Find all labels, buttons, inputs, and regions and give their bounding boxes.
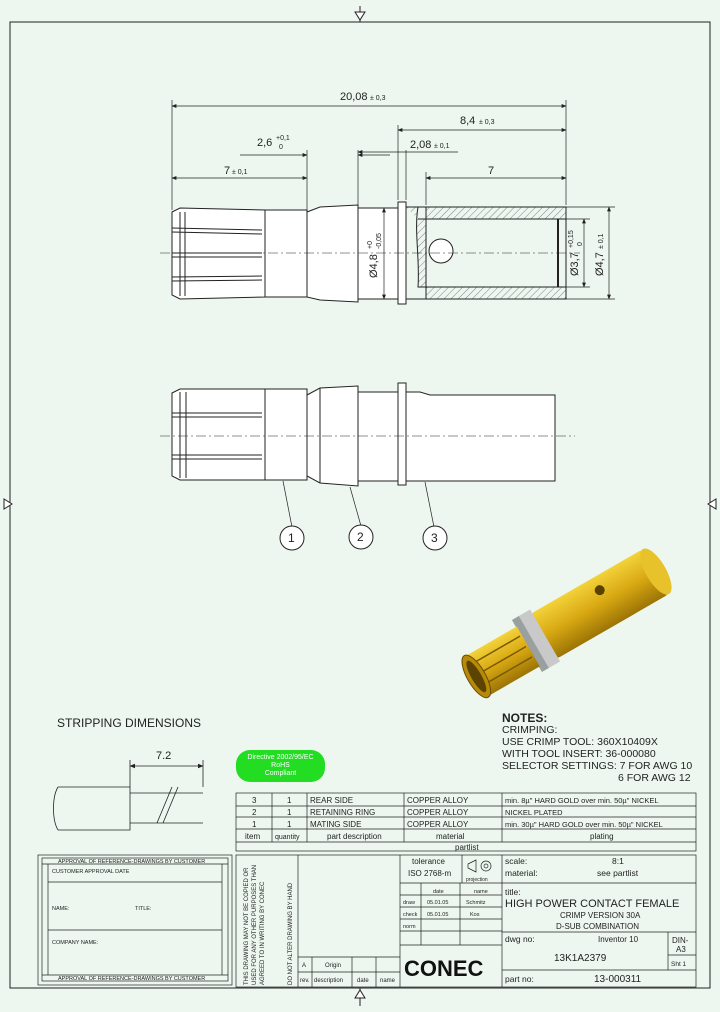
pl-header-material: material	[436, 832, 465, 841]
parts-list-text	[245, 796, 663, 852]
title-block-text	[300, 856, 689, 985]
centering-marks	[4, 6, 716, 1006]
rohs-line-2: RoHS	[271, 762, 290, 769]
dim-ring-tol-up: +0,1	[276, 135, 290, 142]
dim-bore: 7	[488, 165, 495, 177]
row-draw-label: draw	[403, 900, 415, 906]
partno-label: part no:	[505, 974, 534, 984]
approval-company: COMPANY NAME:	[52, 940, 99, 946]
desc-header: description	[314, 978, 344, 984]
notes-title: NOTES:	[502, 711, 548, 725]
section-view	[160, 202, 580, 304]
dim-dia-mid: Ø4,8	[368, 254, 380, 278]
contact-3d-render	[453, 541, 680, 706]
dim-rear: 7	[224, 165, 231, 177]
company-logo: CONEC	[404, 956, 484, 981]
pl-row3-material: COPPER ALLOY	[407, 820, 469, 829]
approval-customer: CUSTOMER APPROVAL DATE	[52, 869, 130, 875]
pl-row1-material: COPPER ALLOY	[407, 796, 469, 805]
pl-row1-plating: min. 8µ" HARD GOLD over min. 50µ" NICKEL	[505, 796, 659, 805]
notes-line-4: SELECTOR SETTINGS: 7 FOR AWG 10	[502, 760, 693, 772]
notes-line-3: WITH TOOL INSERT: 36-000080	[502, 748, 656, 760]
pl-header-plating: plating	[590, 832, 614, 841]
dim-mating-tol: ± 0,3	[479, 119, 495, 126]
dim-overall: 20,08	[340, 91, 368, 103]
scale-label: scale:	[505, 856, 528, 866]
row-norm-label: norm	[403, 924, 416, 930]
balloon-1: 1	[288, 531, 295, 545]
dim-slot-tol: ± 0,1	[434, 143, 450, 150]
pl-row3-qty: 1	[287, 820, 292, 829]
din-label: DIN-	[672, 936, 689, 945]
rev-description: Origin	[325, 963, 342, 969]
tolerance-value: ISO 2768-m	[408, 869, 452, 878]
pl-row3-plating: min. 30µ" HARD GOLD over min. 50µ" NICKEL	[505, 820, 663, 829]
title-label: title:	[505, 887, 521, 897]
dwgno-label: dwg no:	[505, 934, 535, 944]
vnote-3: AGREED TO IN WRITING BY CONEC	[260, 881, 266, 985]
partno-value: 13-000311	[594, 974, 642, 985]
pl-row1-qty: 1	[287, 796, 292, 805]
vnote-2: USED FOR ANY OTHER PURPOSES THAN	[252, 864, 258, 985]
approval-name: NAME:	[52, 906, 70, 912]
dim-ring: 2,6	[257, 137, 273, 149]
notes-line-2: USE CRIMP TOOL: 360X10409X	[502, 736, 658, 748]
dim-slot: 2,08	[410, 139, 432, 151]
drawing-subtitle-1: CRIMP VERSION 30A	[560, 911, 641, 920]
dim-dia-mid-tol-dn: -0,05	[376, 233, 383, 249]
row-check-label: check	[403, 912, 418, 918]
pl-header-desc: part description	[327, 832, 382, 841]
vertical-notes	[244, 865, 294, 985]
rohs-badge	[236, 750, 325, 782]
pl-row1-desc: REAR SIDE	[310, 796, 354, 805]
stripping-length: 7.2	[156, 750, 172, 762]
date-header: date	[433, 889, 444, 895]
dim-dia-out-tol: ± 0,1	[598, 233, 605, 249]
notes-block	[502, 712, 692, 784]
stripping-title: STRIPPING DIMENSIONS	[57, 716, 202, 730]
dim-ring-tol-dn: 0	[279, 144, 283, 151]
rev-name-header: name	[380, 978, 396, 984]
material-label: material:	[505, 868, 538, 878]
dim-dia-out: Ø4,7	[594, 252, 606, 276]
rohs-line-1: Directive 2002/95/EC	[247, 754, 314, 761]
rev-label: A	[302, 963, 307, 969]
pl-header-item: item	[245, 832, 261, 841]
notes-line-5: 6 FOR AWG 12	[618, 772, 691, 784]
approval-header: APPROVAL OF REFERENCE-DRAWINGS BY CUSTOMER	[58, 859, 206, 865]
drawing-subtitle-2: D-SUB COMBINATION	[556, 922, 639, 931]
dim-overall-tol: ± 0,3	[370, 95, 386, 102]
material-value: see partlist	[597, 868, 639, 878]
tolerance-label: tolerance	[412, 857, 445, 866]
pl-row2-item: 2	[252, 808, 257, 817]
assembly-view	[160, 383, 575, 527]
pl-row2-qty: 1	[287, 808, 292, 817]
rohs-line-3: Compliant	[264, 770, 297, 777]
vnote-4: DO NOT ALTER DRAWING BY HAND	[288, 882, 294, 985]
name-header: name	[474, 889, 488, 895]
approval-footer: APPROVAL OF REFERENCE-DRAWINGS BY CUSTOMER	[58, 976, 206, 982]
dim-dia-bore-tol-dn: 0	[577, 242, 584, 246]
pl-row2-material: COPPER ALLOY	[407, 808, 469, 817]
dwgno-value: 13K1A2379	[554, 953, 607, 964]
balloon-3: 3	[431, 531, 438, 545]
pl-row1-item: 3	[252, 796, 257, 805]
scale-value: 8:1	[612, 856, 624, 866]
row-check-date: 05.01.05	[427, 912, 449, 918]
dim-dia-mid-tol-up: +0	[367, 241, 374, 249]
software-label: Inventor 10	[598, 935, 639, 944]
row-draw-name: Schmitz	[466, 900, 486, 906]
drawing-title: HIGH POWER CONTACT FEMALE	[505, 898, 680, 910]
dim-dia-bore: Ø3,7	[569, 252, 581, 276]
approval-text	[52, 859, 205, 982]
pl-row2-plating: NICKEL PLATED	[505, 808, 563, 817]
dim-dia-bore-tol-up: +0,15	[568, 230, 575, 248]
din-value: A3	[676, 945, 686, 954]
pl-partlist-label: partlist	[455, 843, 479, 852]
row-check-name: Kos	[470, 912, 480, 918]
pl-header-qty: quantity	[275, 834, 300, 841]
dim-mating: 8,4	[460, 115, 476, 127]
row-draw-date: 05.01.05	[427, 900, 449, 906]
vnote-1: THIS DRAWING MAY NOT BE COPIED OR	[244, 867, 250, 985]
rev-date-header: date	[357, 978, 369, 984]
sheet-label: Sht 1	[671, 961, 687, 968]
projection-label: projection	[466, 877, 488, 883]
rev-header: rev.	[300, 978, 310, 984]
notes-line-1: CRIMPING:	[502, 724, 558, 736]
pl-row2-desc: RETAINING RING	[310, 808, 376, 817]
balloon-2: 2	[357, 530, 364, 544]
dim-rear-tol: ± 0,1	[232, 169, 248, 176]
pl-row3-desc: MATING SIDE	[310, 820, 362, 829]
sheet-border	[10, 22, 710, 988]
balloons	[280, 525, 447, 550]
stripping-drawing	[54, 760, 204, 830]
pl-row3-item: 1	[252, 820, 257, 829]
approval-title: TITLE:	[135, 906, 152, 912]
